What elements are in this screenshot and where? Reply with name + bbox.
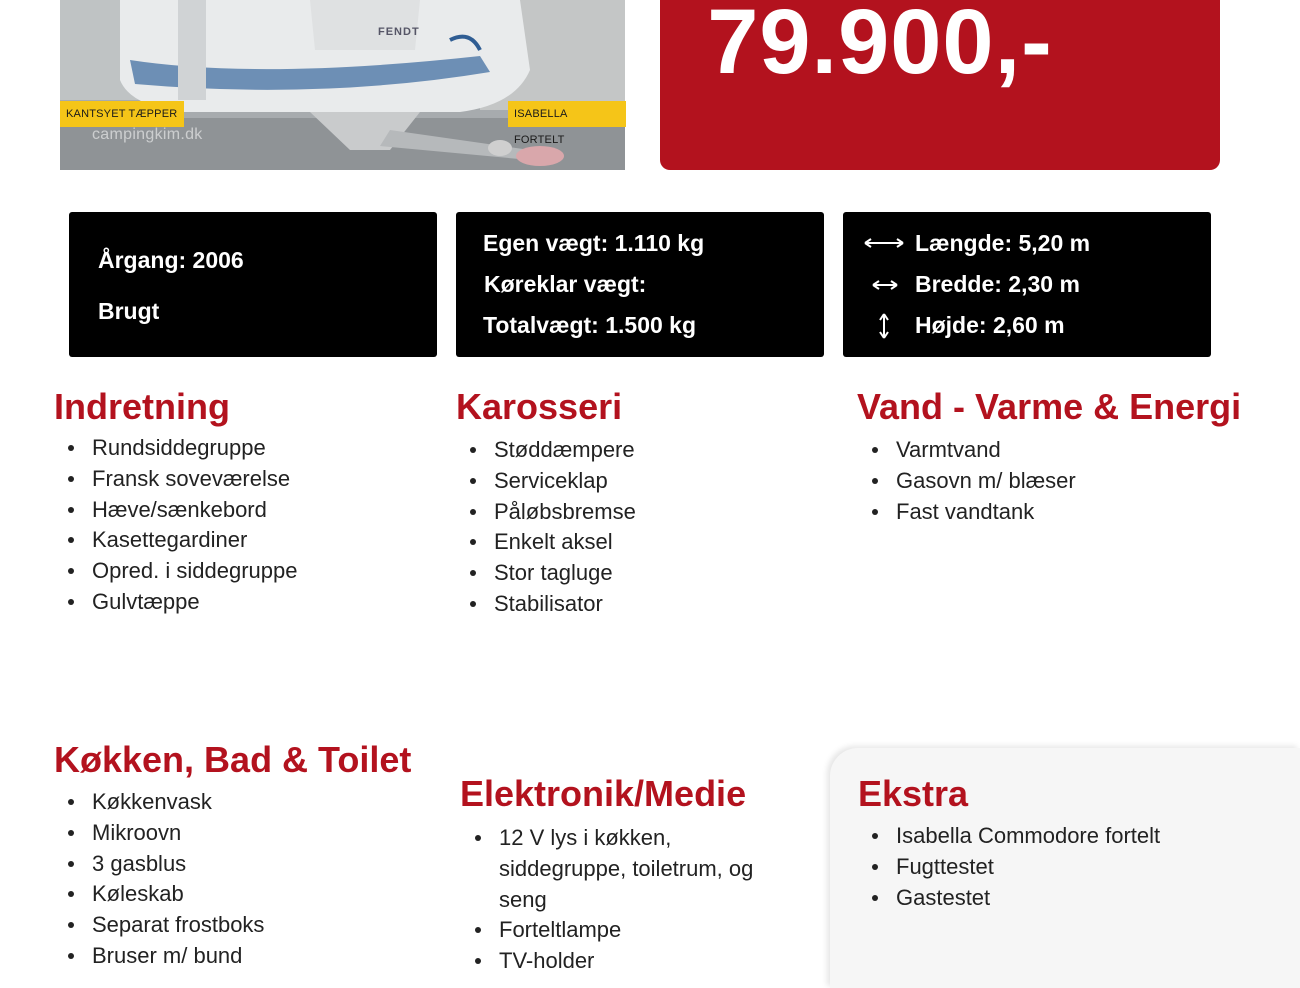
price: 79.900,- <box>707 0 1053 93</box>
list-item: Stor tagluge <box>456 558 636 589</box>
list-item: Enkelt aksel <box>456 527 636 558</box>
caravan-photo <box>60 0 625 170</box>
spec-box-year <box>69 212 437 357</box>
spec-width: Bredde: 2,30 m <box>915 271 1080 297</box>
list-item: Serviceklap <box>456 466 636 497</box>
section-title-indretning: Indretning <box>54 386 230 427</box>
list-vand <box>858 435 1076 527</box>
price-box <box>660 0 1220 170</box>
list-item: Fast vandtank <box>858 497 1076 528</box>
list-karosseri <box>456 435 636 620</box>
spec-own-weight: Egen vægt: 1.110 kg <box>483 230 705 256</box>
list-indretning <box>54 433 297 618</box>
section-title-koekken: Køkken, Bad & Toilet <box>54 739 412 780</box>
photo-tag-awning: ISABELLA FORTELT <box>508 101 626 127</box>
list-koekken <box>54 787 264 972</box>
list-item: Gastestet <box>858 883 1160 914</box>
brand-logo: FENDT <box>378 26 420 38</box>
list-item: 12 V lys i køkken, siddegruppe, toiletrum, og seng <box>461 823 761 915</box>
list-item: Bruser m/ bund <box>54 941 264 972</box>
list-item: TV-holder <box>461 946 761 977</box>
spec-total-weight: Totalvægt: 1.500 kg <box>483 312 697 338</box>
list-item: Mikroovn <box>54 818 264 849</box>
list-item: Støddæmpere <box>456 435 636 466</box>
section-title-vand: Vand - Varme & Energi <box>857 386 1242 427</box>
list-item: Kasettegardiner <box>54 525 297 556</box>
watermark: campingkim.dk <box>92 126 203 143</box>
list-item: Forteltlampe <box>461 915 761 946</box>
list-item: Rundsiddegruppe <box>54 433 297 464</box>
spec-length: Længde: 5,20 m <box>915 230 1091 256</box>
spec-box-dimensions <box>843 212 1211 357</box>
spec-height: Højde: 2,60 m <box>915 312 1065 338</box>
list-item: Opred. i siddegruppe <box>54 556 297 587</box>
list-item: Fransk soveværelse <box>54 464 297 495</box>
list-item: Varmtvand <box>858 435 1076 466</box>
spec-condition: Brugt <box>98 298 160 324</box>
list-item: Køleskab <box>54 879 264 910</box>
list-item: Køkkenvask <box>54 787 264 818</box>
list-item: Gasovn m/ blæser <box>858 466 1076 497</box>
list-elektronik <box>461 823 761 977</box>
horizontal-arrow-icon <box>870 278 900 292</box>
vertical-arrow-icon <box>877 312 891 340</box>
section-title-elektronik: Elektronik/Medie <box>460 773 747 814</box>
list-item: 3 gasblus <box>54 849 264 880</box>
spec-ready-weight: Køreklar vægt: <box>484 271 647 297</box>
list-item: Fugttestet <box>858 852 1160 883</box>
list-ekstra <box>858 821 1160 913</box>
list-item: Hæve/sænkebord <box>54 495 297 526</box>
section-title-ekstra: Ekstra <box>858 773 969 814</box>
list-item: Separat frostboks <box>54 910 264 941</box>
list-item: Gulvtæppe <box>54 587 297 618</box>
spec-year: Årgang: 2006 <box>98 247 244 273</box>
horizontal-arrow-icon <box>862 236 906 250</box>
section-title-karosseri: Karosseri <box>456 386 623 427</box>
photo-tag-carpets: KANTSYET TÆPPER <box>60 101 184 127</box>
list-item: Stabilisator <box>456 589 636 620</box>
spec-box-weight <box>456 212 824 357</box>
list-item: Påløbsbremse <box>456 497 636 528</box>
list-item: Isabella Commodore fortelt <box>858 821 1160 852</box>
